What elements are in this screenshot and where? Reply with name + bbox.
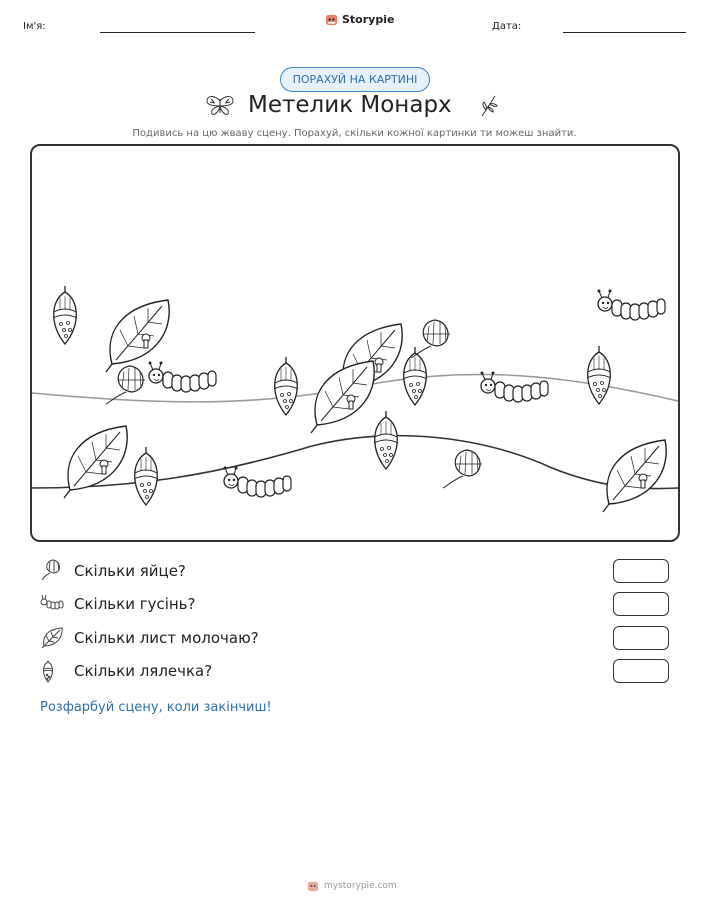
chrysalis-icon bbox=[40, 659, 66, 683]
storypie-footer-logo-icon bbox=[307, 880, 319, 892]
egg-2 bbox=[411, 320, 450, 358]
chrysalis-4 bbox=[587, 346, 611, 404]
caterpillar-4 bbox=[224, 467, 292, 498]
question-row-4 bbox=[40, 659, 670, 685]
milkweed-leaf-icon bbox=[40, 626, 66, 650]
milkweed-leaf-3 bbox=[311, 361, 374, 433]
name-label: Ім'я: bbox=[23, 21, 46, 32]
footer bbox=[307, 880, 397, 892]
counting-scene bbox=[30, 144, 680, 542]
page-subtitle: Подивись на цю жваву сцену. Порахуй, скільки кожної картинки ти можеш знайти. bbox=[132, 128, 577, 139]
date-label: Дата: bbox=[492, 21, 522, 32]
question-text-2: Скільки гусінь? bbox=[74, 595, 196, 613]
answer-box-4[interactable] bbox=[613, 659, 669, 683]
milkweed-leaf-4 bbox=[64, 426, 127, 498]
answer-box-1[interactable] bbox=[613, 559, 669, 583]
chrysalis-1 bbox=[53, 286, 77, 344]
question-text-1: Скільки яйце? bbox=[74, 562, 186, 580]
chrysalis-6 bbox=[134, 447, 158, 505]
date-field[interactable] bbox=[563, 32, 686, 33]
caterpillar-2 bbox=[598, 290, 666, 321]
answer-box-3[interactable] bbox=[613, 626, 669, 650]
egg-icon bbox=[40, 559, 66, 583]
chrysalis-2 bbox=[274, 357, 298, 415]
name-field[interactable] bbox=[100, 32, 255, 33]
egg-3 bbox=[443, 450, 482, 488]
chrysalis-5 bbox=[374, 411, 398, 469]
butterfly-icon bbox=[205, 95, 235, 117]
question-row-3 bbox=[40, 626, 670, 652]
egg-1 bbox=[106, 366, 145, 404]
page-title: Метелик Монарх bbox=[248, 92, 452, 118]
coloring-instruction: Розфарбуй сцену, коли закінчиш! bbox=[40, 700, 272, 715]
brand-name: Storypie bbox=[342, 13, 395, 26]
question-text-4: Скільки лялечка? bbox=[74, 662, 213, 680]
question-row-2 bbox=[40, 592, 670, 618]
question-row-1 bbox=[40, 559, 670, 585]
scene-illustration bbox=[32, 146, 678, 540]
caterpillar-1 bbox=[149, 362, 217, 393]
caterpillar-icon bbox=[40, 592, 66, 616]
question-text-3: Скільки лист молочаю? bbox=[74, 629, 259, 647]
answer-box-2[interactable] bbox=[613, 592, 669, 616]
milkweed-leaf-1 bbox=[106, 300, 169, 372]
footer-url[interactable]: mystorypie.com bbox=[324, 881, 397, 891]
count-badge: ПОРАХУЙ НА КАРТИНІ bbox=[280, 67, 430, 92]
brand-logo bbox=[325, 13, 394, 26]
milkweed-leaf-5 bbox=[603, 440, 666, 512]
milkweed-sprig-icon bbox=[478, 94, 500, 118]
storypie-logo-icon bbox=[325, 13, 338, 26]
